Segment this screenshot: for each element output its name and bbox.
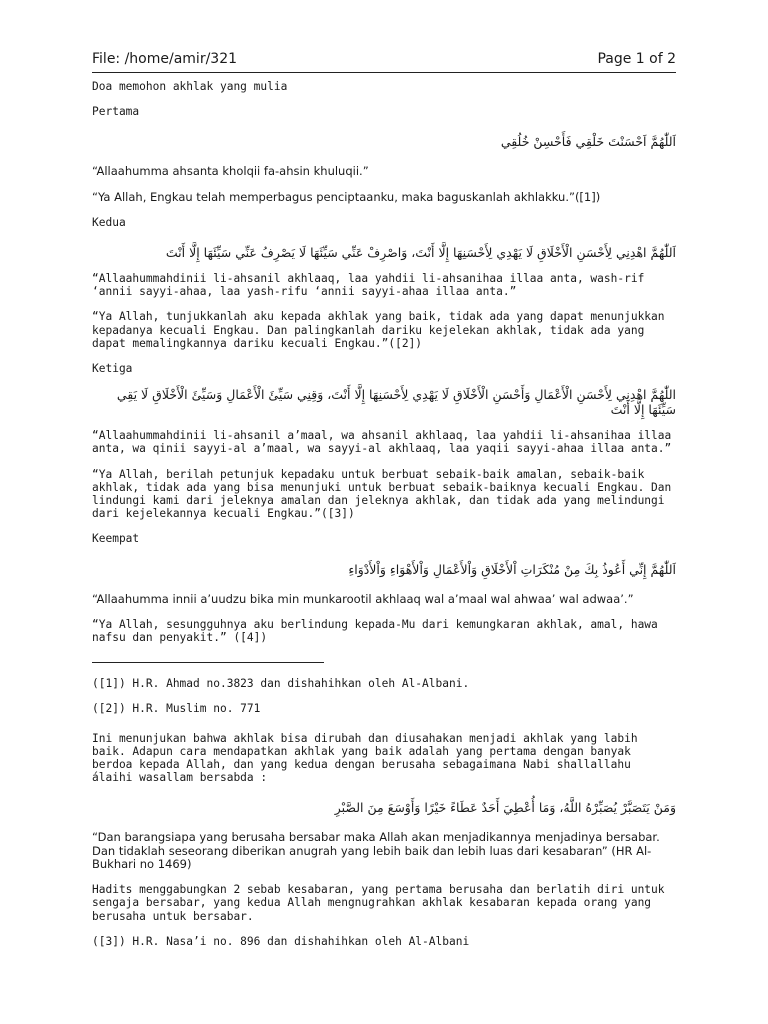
footnote-paragraph: Hadits menggabungkan 2 sebab kesabaran, yang pertama berusaha dan berlatih diri untuk sengaja bersabar, yang kedua Allah mengnugrahkan akhlak kesabaran kepada orang yang berusaha untuk bersabar. bbox=[92, 883, 665, 923]
hadith-translation: “Dan barangsiapa yang berusaha bersabar maka Allah akan menjadikannya menjadinya bersabar. Dan tidaklah seseorang diberikan anugrah yang lebih baik dan lebih luas dari kesabaran” (HR Al-Bukhari no 1469) bbox=[92, 830, 660, 871]
section-heading: Kedua bbox=[92, 215, 126, 229]
page-header bbox=[92, 50, 676, 73]
document-title: Doa memohon akhlak yang mulia bbox=[92, 80, 288, 93]
arabic-prayer: اَللّٰهُمَّ اَحْسَنْتَ خَلْقِي فَأَحْسِنْ خُلُقِي bbox=[500, 134, 676, 150]
translation: “Ya Allah, sesungguhnya aku berlindung kepada-Mu dari kemungkaran akhlak, amal, hawa nafsu dan penyakit.” ([4]) bbox=[92, 617, 658, 645]
arabic-prayer: اَللّٰهُمَّ اهْدِنِي لِأَحْسَنِ الْأَخْلَاقِ لَا يَهْدِي لِأَحْسَنِهَا إِلَّا أَنْتَ، وَاصْرِفْ عَنِّي سَيِّئَهَا لَا يَصْرِفُ عَنِّي سَيِّئَهَا إِلَّا أَنْتَ bbox=[165, 245, 676, 261]
file-path-label: File: /home/amir/321 bbox=[92, 51, 238, 67]
arabic-prayer: اللّٰهُمَّ اهْدِنِي لِأَحْسَنِ الْأَعْمَالِ وَأَحْسَنِ الْأَخْلَاقِ لَا يَهْدِي لِأَحْسَنِهَا إِلَّا أَنْتَ، وَقِنِي سَيِّئَ الْأَعْمَالِ وَسَيِّئَ الْأَخْلَاقِ لَا يَقِي سَيِّئَهَا إِلَّا أَنْتَ bbox=[116, 387, 676, 418]
transliteration: “Allaahummahdinii li-ahsanil a’maal, wa ahsanil akhlaaq, laa yahdii li-ahsanihaa illaa anta, wa qinii sayyi-al a’maal, wa sayyi-al akhlaaq, laa yaqii sayyi-ahaa illaa anta.” bbox=[92, 429, 672, 456]
transliteration: “Allaahummahdinii li-ahsanil akhlaaq, laa yahdii li-ahsanihaa illaa anta, wash-rif ‘annii sayyi-ahaa, laa yash-rifu ‘annii sayyi-ahaa illaa anta.” bbox=[92, 272, 645, 299]
translation: “Ya Allah, berilah petunjuk kepadaku untuk berbuat sebaik-baik amalan, sebaik-baik akhlak, tidak ada yang bisa menunjuki untuk berbuat sebaik-baiknya kecuali Engkau. Dan lindungi kami dari jeleknya amalan dan jeleknya akhlak, dan tidak ada yang melindungi dari kejelekannya kecuali Engkau.”([3]) bbox=[92, 467, 672, 521]
footnote: ([3]) H.R. Nasa’i no. 896 dan dishahihkan oleh Al-Albani bbox=[92, 934, 470, 948]
transliteration: “Allaahumma innii a’uudzu bika min munkarootil akhlaaq wal a’maal wal ahwaa’ wal adwaa’.” bbox=[92, 591, 634, 606]
footnote: ([1]) H.R. Ahmad no.3823 dan dishahihkan oleh Al-Albani. bbox=[92, 677, 470, 691]
translation: “Ya Allah, tunjukkanlah aku kepada akhlak yang baik, tidak ada yang dapat menunjukkan kepadanya kecuali Engkau. Dan palingkanlah dariku kejelekan akhlak, tidak ada yang dapat memalingkannya dariku kecuali Engkau.”([2]) bbox=[92, 310, 665, 350]
section-heading: Ketiga bbox=[92, 362, 133, 376]
footnote-divider bbox=[92, 662, 324, 663]
document-body bbox=[92, 80, 676, 948]
section-heading: Pertama bbox=[92, 105, 140, 119]
footnote: ([2]) H.R. Muslim no. 771 bbox=[92, 702, 261, 716]
translation: “Ya Allah, Engkau telah memperbagus penciptaanku, maka baguskanlah akhlakku.”([1]) bbox=[92, 189, 601, 204]
arabic-prayer: اَللّٰهُمَّ إِنِّي أَعُوذُ بِكَ مِنْ مُنْكَرَاتِ اْلأَخْلَاقِ وَاْلأَعْمَالِ وَاْلأَهْوَاءِ وَاْلأَدْوَاءِ bbox=[348, 561, 676, 577]
transliteration: “Allaahumma ahsanta kholqii fa-ahsin khuluqii.” bbox=[92, 164, 369, 179]
page-number-label: Page 1 of 2 bbox=[597, 51, 676, 67]
footnote-paragraph: Ini menunjukan bahwa akhlak bisa dirubah dan diusahakan menjadi akhlak yang labih baik. Adapun cara mendapatkan akhlak yang baik adalah yang pertama dengan banyak berdoa kepada Allah, dan yang kedua dengan berusaha sebagaimana Nabi shallallahu álaihi wasallam bersabda : bbox=[92, 731, 638, 785]
arabic-hadith: وَمَنْ يَتَصَبَّرْ يُصَبِّرْهُ اللَّهُ، وَمَا أُعْطِيَ أَحَدٌ عَطَاءً خَيْرًا وَأَوْسَعَ مِنَ الصَّبْرِ bbox=[334, 800, 676, 816]
section-heading: Keempat bbox=[92, 532, 140, 546]
